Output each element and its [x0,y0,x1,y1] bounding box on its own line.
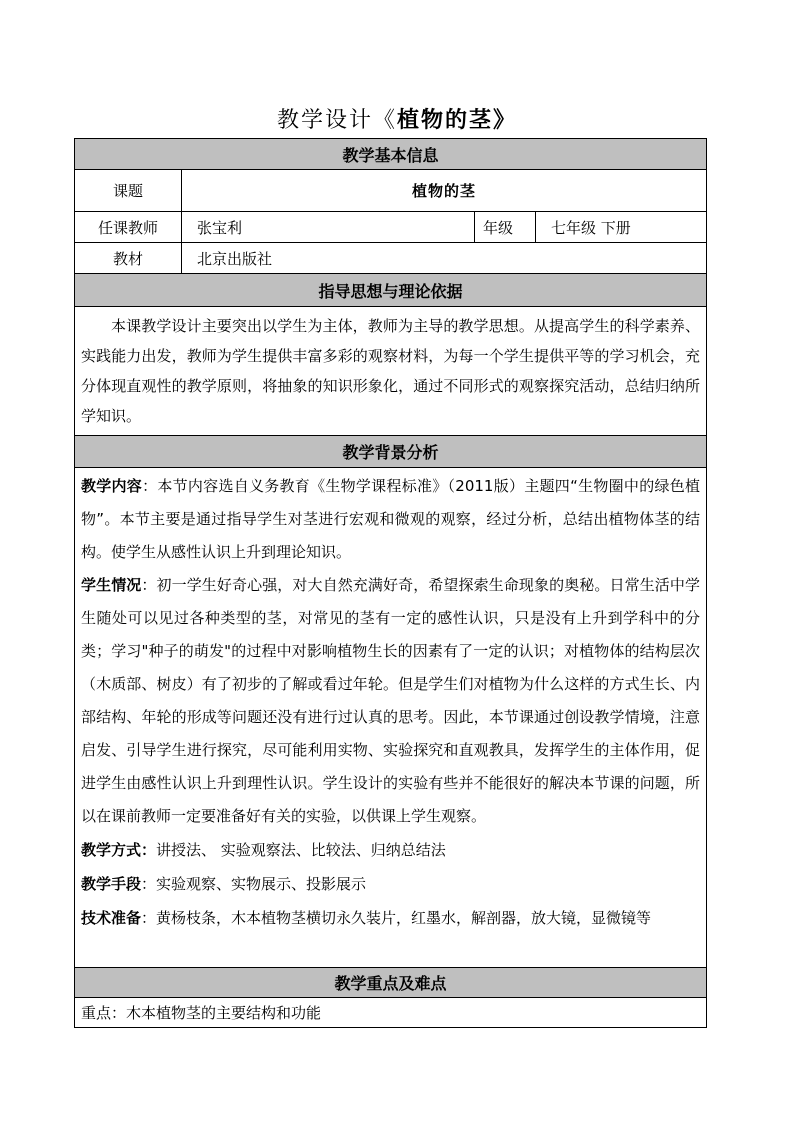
grade-label: 年级 [475,212,536,243]
student-situation-paragraph [81,569,700,833]
document-title [0,103,794,134]
section-header-basic-info [75,139,707,170]
technical-prep-text: ：黄杨枝条，木本植物茎横切永久装片，红墨水，解剖器，放大镜，显微镜等 [141,909,652,927]
lesson-plan-table [74,138,707,1028]
section-header-guiding-theory [75,274,707,307]
textbook-label: 教材 [75,243,182,274]
section-header-background [75,436,707,468]
row-teacher-grade [75,212,707,243]
row-guiding-theory [75,307,707,436]
topic-value: 植物的茎 [182,170,707,212]
title-prefix: 教学设计《 [276,108,397,133]
row-topic [75,170,707,212]
title-main: 植物的茎 [396,107,493,133]
teaching-means-text: ：实验观察、实物展示、投影展示 [141,875,367,893]
teaching-content-paragraph [81,470,700,569]
title-suffix: 》 [493,107,518,133]
section-header-key-points [75,968,707,998]
section-title-basic-info: 教学基本信息 [75,139,707,170]
teaching-content-text: ：本节内容选自义务教育《生物学课程标准》（2011版）主题四“生物圈中的绿色植物”。本节主要是通过指导学生对茎进行宏观和微观的观察，经过分析，总结出植物体茎的结构。使学生从感性认识上升到理论知识。 [81,477,701,561]
teaching-content-label: 教学内容 [81,477,143,495]
teaching-method-text: 讲授法、 实验观察法、比较法、归纳总结法 [156,841,446,859]
technical-prep-label: 技术准备 [81,909,142,927]
section-title-guiding-theory: 指导思想与理论依据 [75,274,707,307]
technical-prep-paragraph [81,901,700,935]
row-key-points [75,998,707,1028]
row-textbook [75,243,707,274]
background-cell [75,468,707,968]
teaching-method-label: 教学方式： [81,841,157,859]
student-situation-text: ：初一学生好奇心强，对大自然充满好奇，希望探索生命现象的奥秘。日常生活中学生随处可以见过各种类型的茎，对常见的茎有一定的感性认识，只是没有上升到学科中的分类；学习"种子的萌发"的过程中对影响植物生长的因素有了一定的认识；对植物体的结构层次（木质部、树皮）有了初步的了解或看过年轮。但是学生们对植物为什么这样的方式生长、内部结构、年轮的形成等问题还没有进行过认真的思考。因此，本节课通过创设教学情境，注意启发、引导学生进行探究，尽可能利用实物、实验探究和直观教具，发挥学生的主体作用，促进学生由感性认识上升到理性认识。学生设计的实验有些并不能很好的解决本节课的问题，所以在课前教师一定要准备好有关的实验，以供课上学生观察。 [81,576,701,825]
topic-label: 课题 [75,170,182,212]
teaching-means-label: 教学手段 [81,875,142,893]
teacher-label: 任课教师 [75,212,182,243]
guiding-theory-cell [75,307,707,436]
section-title-key-points: 教学重点及难点 [75,968,707,998]
key-point-text: 重点：木本植物茎的主要结构和功能 [75,998,707,1028]
teaching-method-paragraph [81,833,700,867]
guiding-theory-paragraph: 本课教学设计主要突出以学生为主体，教师为主导的教学思想。从提高学生的科学素养、实践能力出发，教师为学生提供丰富多彩的观察材料，为每一个学生提供平等的学习机会，充分体现直观性的教学原则，将抽象的知识形象化，通过不同形式的观察探究活动，总结归纳所学知识。 [81,317,701,425]
teaching-means-paragraph [81,867,700,901]
grade-value: 七年级 下册 [536,212,707,243]
row-background [75,468,707,968]
student-situation-label: 学生情况 [81,576,142,594]
section-title-background: 教学背景分析 [75,436,707,468]
textbook-value: 北京出版社 [182,243,707,274]
teacher-value: 张宝利 [182,212,475,243]
